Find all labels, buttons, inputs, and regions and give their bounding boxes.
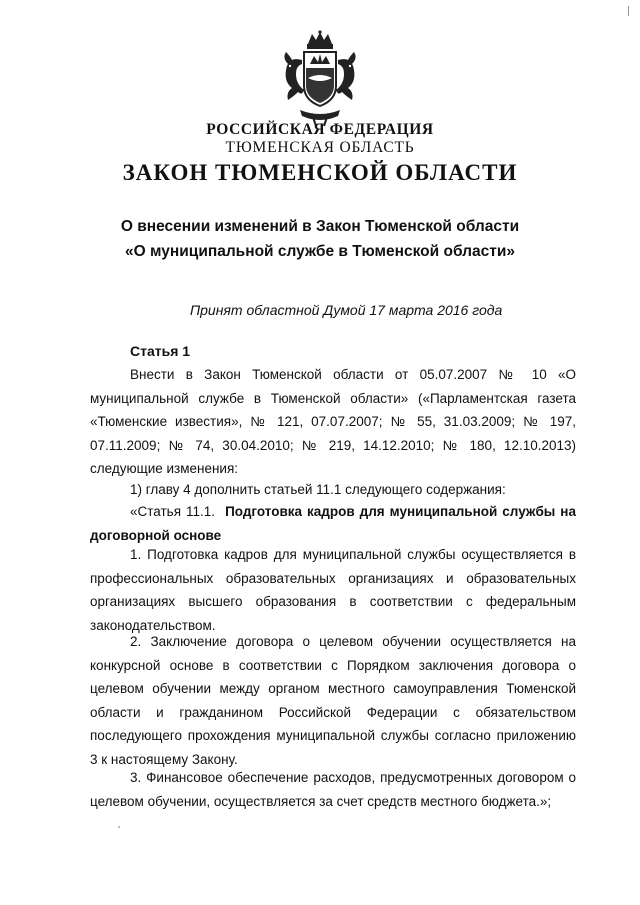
scan-speck bbox=[118, 826, 120, 828]
law-title-line-2: «О муниципальной службе в Тюменской области» bbox=[125, 243, 515, 260]
new-article-heading bbox=[90, 500, 576, 547]
country-heading: РОССИЙСКАЯ ФЕДЕРАЦИЯ bbox=[206, 121, 434, 138]
article-heading: Статья 1 bbox=[130, 343, 191, 359]
new-article-title: Подготовка кадров для муниципальной службы на договорной основе bbox=[90, 504, 576, 543]
item-1-paragraph: 1) главу 4 дополнить статьей 11.1 следующего содержания: bbox=[130, 482, 506, 497]
region-heading: ТЮМЕНСКАЯ ОБЛАСТЬ bbox=[225, 139, 415, 156]
adoption-note: Принят областной Думой 17 марта 2016 года bbox=[190, 302, 503, 318]
point-1-paragraph: 1. Подготовка кадров для муниципальной службы осуществляется в профессиональных образовательных организациях и образовательных организациях высшего образования в соответствии с федеральным законодательством. bbox=[90, 547, 576, 633]
new-article-label: «Статья 11.1. bbox=[130, 504, 216, 519]
document-type-heading: ЗАКОН ТЮМЕНСКОЙ ОБЛАСТИ bbox=[122, 160, 518, 185]
point-2-paragraph: 2. Заключение договора о целевом обучении осуществляется на конкурсной основе в соответствии с Порядком заключения договора о целевом обучении между органом местного самоуправления Тюменской области и гражданином Российской Федерации с обязательством последующего прохождения муниципальной службы согласно приложению 3 к настоящему Закону. bbox=[90, 634, 576, 767]
point-3-paragraph: 3. Финансовое обеспечение расходов, предусмотренных договором о целевом обучении, осуществляется за счет средств местного бюджета.»; bbox=[90, 770, 576, 809]
scan-edge-mark bbox=[628, 6, 629, 16]
article-intro-paragraph: Внести в Закон Тюменской области от 05.07.2007 № 10 «О муниципальной службе в Тюменской области» («Парламентская газета «Тюменские известия», № 121, 07.07.2007; № 55, 31.03.2009; № 197, 07.11.2009; № 74, 30.04.2010; № 219, 14.12.2010; № 180, 12.10.2013) следующие изменения: bbox=[90, 367, 576, 476]
law-title-line-1: О внесении изменений в Закон Тюменской области bbox=[120, 218, 520, 235]
coat-of-arms-emblem bbox=[278, 30, 362, 128]
